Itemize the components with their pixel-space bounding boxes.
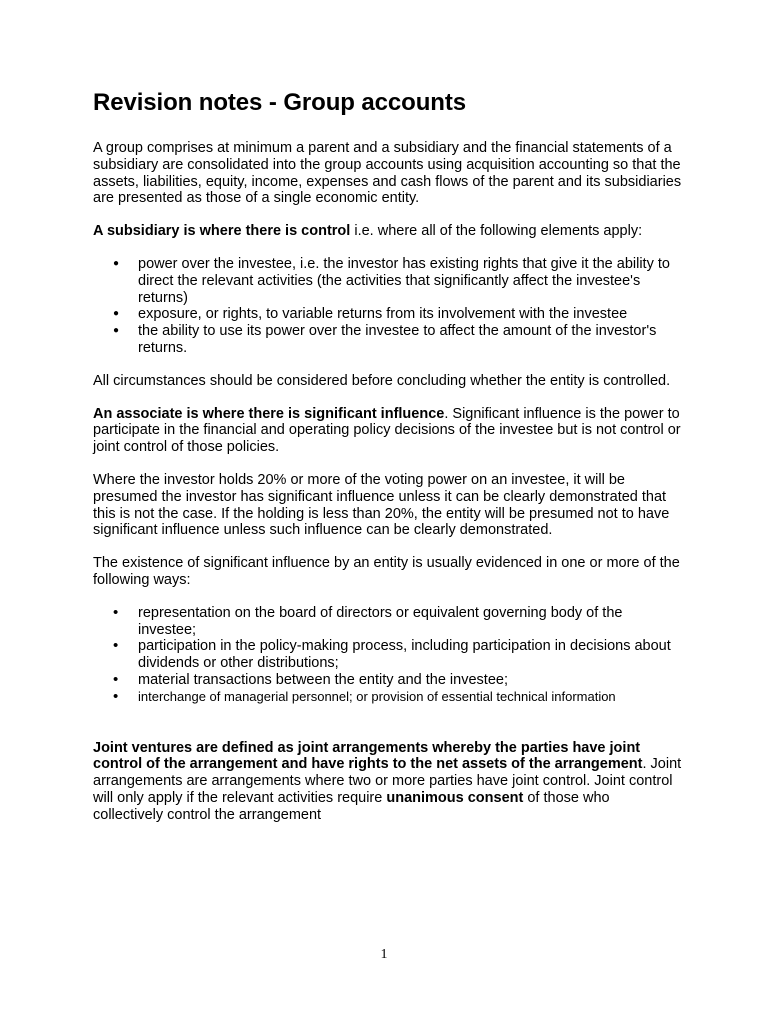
list-item-text: representation on the board of directors or equivalent governing body of the investee;: [138, 604, 623, 638]
intro-paragraph: A group comprises at minimum a parent and a subsidiary and the financial statements of a subsidiary are consolidated into the group accounts using acquisition accounting so that the assets, liabilities, equity, income, expenses and cash flows of the parent and its subsidiaries are presented as those of a single economic entity.: [93, 140, 682, 207]
evidence-intro-paragraph: The existence of significant influence by an entity is usually evidenced in one or more of the following ways:: [93, 555, 680, 588]
control-elements-list: [93, 256, 683, 357]
list-item-text: exposure, or rights, to variable returns from its involvement with the investee: [138, 306, 628, 323]
associate-definition: [93, 406, 683, 456]
subsidiary-definition: [93, 223, 683, 240]
unanimous-consent-bold: unanimous consent: [386, 789, 524, 806]
list-item: [93, 672, 683, 689]
joint-ventures-paragraph: [93, 740, 683, 824]
significant-influence-list: [93, 605, 683, 706]
joint-ventures-bold: Joint ventures are defined as joint arrangements whereby the parties have joint control of the arrangement and have rights to the net assets of the arrangement: [93, 739, 643, 773]
bullet-icon: •: [113, 687, 119, 705]
presumption-paragraph: Where the investor holds 20% or more of the voting power on an investee, it will be presumed the investor has significant influence unless it can be clearly demonstrated that this is not the case. If the holding is less than 20%, the entity will be presumed not to have significant influence unless such influence can be clearly demonstrated.: [93, 471, 670, 539]
circumstances-paragraph: All circumstances should be considered before concluding whether the entity is controlled.: [93, 372, 671, 389]
page-title: Revision notes - Group accounts: [93, 89, 466, 116]
associate-definition-rest: . Significant influence is the power to participate in the financial and operating policy decisions of the investee but is not control or joint control of those policies.: [93, 405, 681, 456]
list-item: [93, 306, 683, 323]
joint-ventures-text-end: of those who collectively control the arrangement: [93, 789, 610, 823]
subsidiary-definition-rest: i.e. where all of the following elements apply:: [350, 223, 643, 240]
bullet-icon: ●: [113, 308, 120, 320]
list-item: [93, 689, 683, 706]
list-item-text: the ability to use its power over the investee to affect the amount of the investor's returns.: [138, 323, 657, 356]
bullet-icon: •: [113, 670, 119, 688]
bullet-icon: •: [113, 637, 119, 655]
list-item-text: participation in the policy-making process, including participation in decisions about dividends or other distributions;: [138, 638, 671, 672]
joint-ventures-text: . Joint arrangements are arrangements where two or more parties have joint control. Joint control will only apply if the relevant activities require: [93, 756, 682, 806]
list-item-text: interchange of managerial personnel; or provision of essential technical information: [138, 688, 616, 704]
list-item: [93, 323, 683, 357]
bullet-icon: ●: [113, 257, 120, 269]
bullet-icon: •: [113, 603, 119, 621]
page-number: 1: [380, 947, 388, 962]
list-item-text: material transactions between the entity and the investee;: [138, 671, 508, 688]
document-body: [93, 88, 683, 824]
list-item-text: power over the investee, i.e. the investor has existing rights that give it the ability to direct the relevant activities (the activities that significantly affect the investee's returns): [138, 255, 670, 306]
list-item: [93, 256, 683, 306]
list-item: [93, 605, 683, 639]
bullet-icon: ●: [113, 325, 120, 337]
subsidiary-definition-bold: A subsidiary is where there is control: [93, 223, 351, 240]
associate-definition-bold: An associate is where there is significant influence: [93, 405, 445, 422]
list-item: [93, 638, 683, 672]
